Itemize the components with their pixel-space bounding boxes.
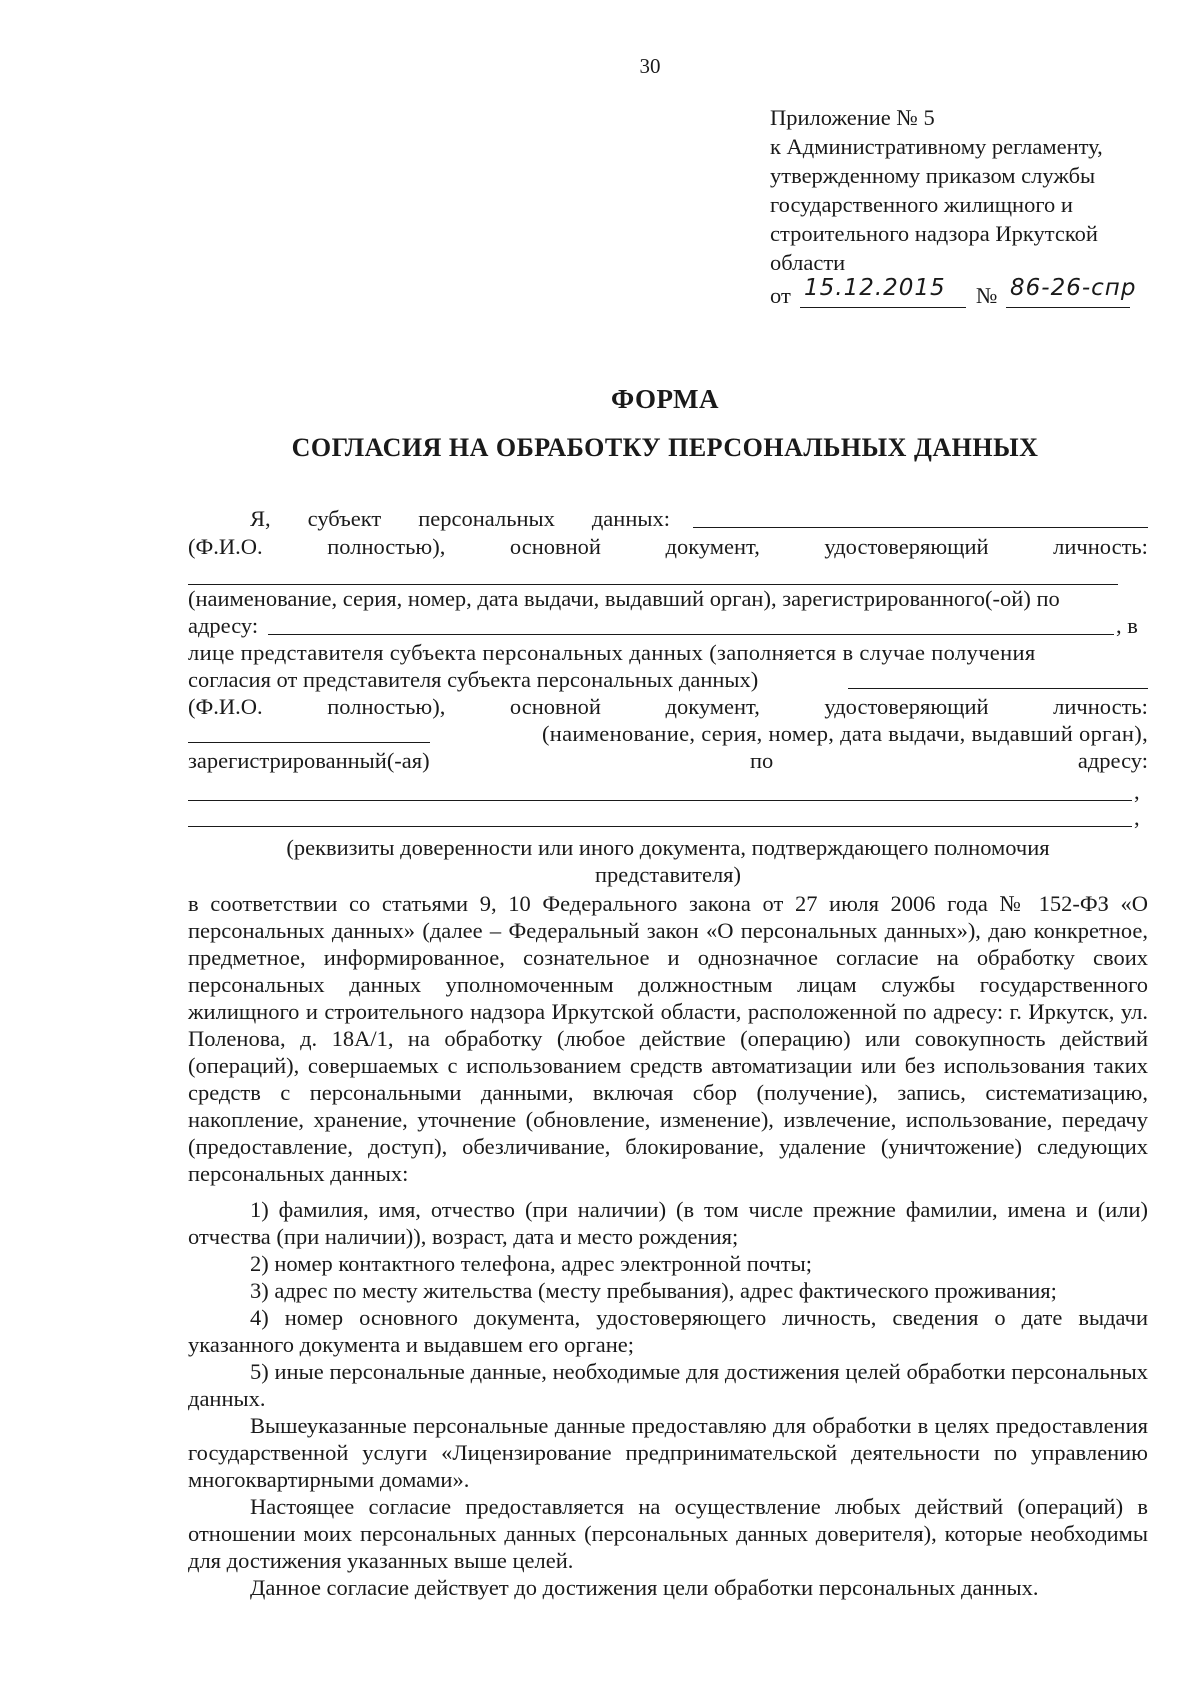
form-word: основной <box>509 534 601 559</box>
blank-rep-address-2 <box>188 826 1132 827</box>
form-line-registered <box>188 747 1148 775</box>
blank-address <box>268 634 1114 635</box>
form-text: адресу: <box>188 613 259 638</box>
date-underline <box>800 307 966 308</box>
blank-rep-address-1 <box>188 800 1132 801</box>
consent-paragraph <box>188 890 1148 1187</box>
purpose-text: Вышеуказанные персональные данные предоставляю для обработки в целях предоставления государственной услуги «Лицензирование предпринимательской деятельности по управлению многоквартирными домами». <box>188 1413 1148 1492</box>
form-line-fio <box>188 533 1148 561</box>
appendix-line: утвержденному приказом службы <box>770 163 1096 188</box>
validity-text: Данное согласие действует до достижения цели обработки персональных данных. <box>250 1575 1039 1600</box>
list-item <box>188 1196 1148 1250</box>
form-line-fio-rep <box>188 693 1148 721</box>
form-text: , <box>1134 805 1140 830</box>
form-word: по <box>750 748 774 773</box>
list-item-text: 4) номер основного документа, удостоверяющего личность, сведения о дате выдачи указанного документа и выдавшем его органе; <box>188 1305 1148 1357</box>
form-word: основной <box>509 694 601 719</box>
list-item-text: 3) адрес по месту жительства (месту пребывания), адрес фактического проживания; <box>250 1278 1057 1303</box>
number-prefix: № <box>976 283 998 308</box>
handwritten-number: 86-26-спр <box>1010 275 1137 301</box>
form-line-poa <box>188 834 1148 862</box>
page-number: 30 <box>639 54 661 78</box>
order-date-number <box>770 277 1170 311</box>
form-line-consent-rep <box>188 666 758 694</box>
comma-1 <box>1134 778 1140 806</box>
form-line-doc-desc <box>188 585 1148 613</box>
appendix-block <box>770 103 1170 311</box>
form-line-address <box>188 612 1148 640</box>
scope-text: Настоящее согласие предоставляется на осуществление любых действий (операций) в отношении моих персональных данных (персональных данных доверителя), которые необходимы для достижения указанных выше целей. <box>188 1494 1148 1573</box>
appendix-line: к Административному регламенту, <box>770 134 1103 159</box>
comma-2 <box>1134 804 1140 832</box>
form-word: документ, <box>665 694 760 719</box>
form-word: личность: <box>1053 534 1148 559</box>
blank-rep-document <box>188 742 430 743</box>
form-subtitle: СОГЛАСИЯ НА ОБРАБОТКУ ПЕРСОНАЛЬНЫХ ДАННЫХ <box>291 433 1039 462</box>
form-word: (Ф.И.О. <box>188 694 263 719</box>
form-word: персональных <box>418 506 555 531</box>
form-text: (наименование, серия, номер, дата выдачи, выдавший орган), <box>542 721 1148 746</box>
date-prefix: от <box>770 283 791 308</box>
list-item-text: 1) фамилия, имя, отчество (при наличии) (в том числе прежние фамилии, имена и (или) отчества (при наличии)), возраст, дата и место рождения; <box>188 1197 1148 1249</box>
form-text: (наименование, серия, номер, дата выдачи, выдавший орган), зарегистрированного(-ой) по <box>188 586 1060 611</box>
number-underline <box>1006 307 1130 308</box>
appendix-line: строительного надзора Иркутской <box>770 221 1098 246</box>
appendix-line: области <box>770 250 846 275</box>
form-word: полностью), <box>327 694 446 719</box>
appendix-line: Приложение № 5 <box>770 105 935 130</box>
form-text: лице представителя субъекта персональных данных (заполняется в случае получения <box>188 640 1036 665</box>
list-item <box>188 1358 1148 1412</box>
appendix-line: государственного жилищного и <box>770 192 1073 217</box>
handwritten-date: 15.12.2015 <box>804 275 946 301</box>
form-line-address-end <box>1116 612 1138 640</box>
form-word: адресу: <box>1077 748 1148 773</box>
form-word: субъект <box>307 506 382 531</box>
form-line-subject <box>250 505 670 533</box>
list-item <box>188 1304 1148 1358</box>
form-title: ФОРМА <box>611 384 719 414</box>
form-text: , <box>1134 779 1140 804</box>
form-word: удостоверяющий <box>824 534 989 559</box>
form-line-doc-desc-rep <box>442 720 1148 748</box>
form-word: (Ф.И.О. <box>188 534 263 559</box>
form-line-poa-2 <box>188 861 1148 889</box>
form-word: личность: <box>1053 694 1148 719</box>
form-word: зарегистрированный(-ая) <box>188 748 430 773</box>
list-item-text: 5) иные персональные данные, необходимые для достижения целей обработки персональных данных. <box>188 1359 1148 1411</box>
form-line-representative <box>188 639 1148 667</box>
list-item <box>188 1250 1148 1277</box>
form-text: (реквизиты доверенности или иного документа, подтверждающего полномочия <box>286 835 1050 860</box>
validity-paragraph <box>188 1574 1148 1601</box>
form-word: удостоверяющий <box>824 694 989 719</box>
form-word: полностью), <box>327 534 446 559</box>
list-item <box>188 1277 1148 1304</box>
list-item-text: 2) номер контактного телефона, адрес электронной почты; <box>250 1251 812 1276</box>
purpose-paragraph <box>188 1412 1148 1493</box>
scope-paragraph <box>188 1493 1148 1574</box>
form-text: представителя) <box>594 862 742 887</box>
consent-text: в соответствии со статьями 9, 10 Федерального закона от 27 июля 2006 года № 152-ФЗ «О персональных данных» (далее – Федеральный закон «О персональных данных»), даю конкретное, предметное, информированное, сознательное и однозначное согласие на обработку своих персональных данных уполномоченным должностным лицам службы государственного жилищного и строительного надзора Иркутской области, расположенной по адресу: г. Иркутск, ул. Поленова, д. 18А/1, на обработку (любое действие (операцию) или совокупность действий (операций), совершаемых с использованием средств автоматизации или без использования таких средств с персональными данными, включая сбор (получение), запись, систематизацию, накопление, хранение, уточнение (обновление, изменение), извлечение, использование, передачу (предоставление, доступ), обезличивание, блокирование, удаление (уничтожение) следующих персональных данных: <box>188 891 1148 1186</box>
blank-representative-name <box>848 688 1148 689</box>
form-word: Я, <box>250 506 271 531</box>
form-text: , в <box>1116 613 1138 638</box>
blank-subject-name <box>693 527 1148 528</box>
form-text: согласия от представителя субъекта персональных данных) <box>188 667 759 692</box>
form-word: документ, <box>665 534 760 559</box>
form-word: данных: <box>591 506 670 531</box>
